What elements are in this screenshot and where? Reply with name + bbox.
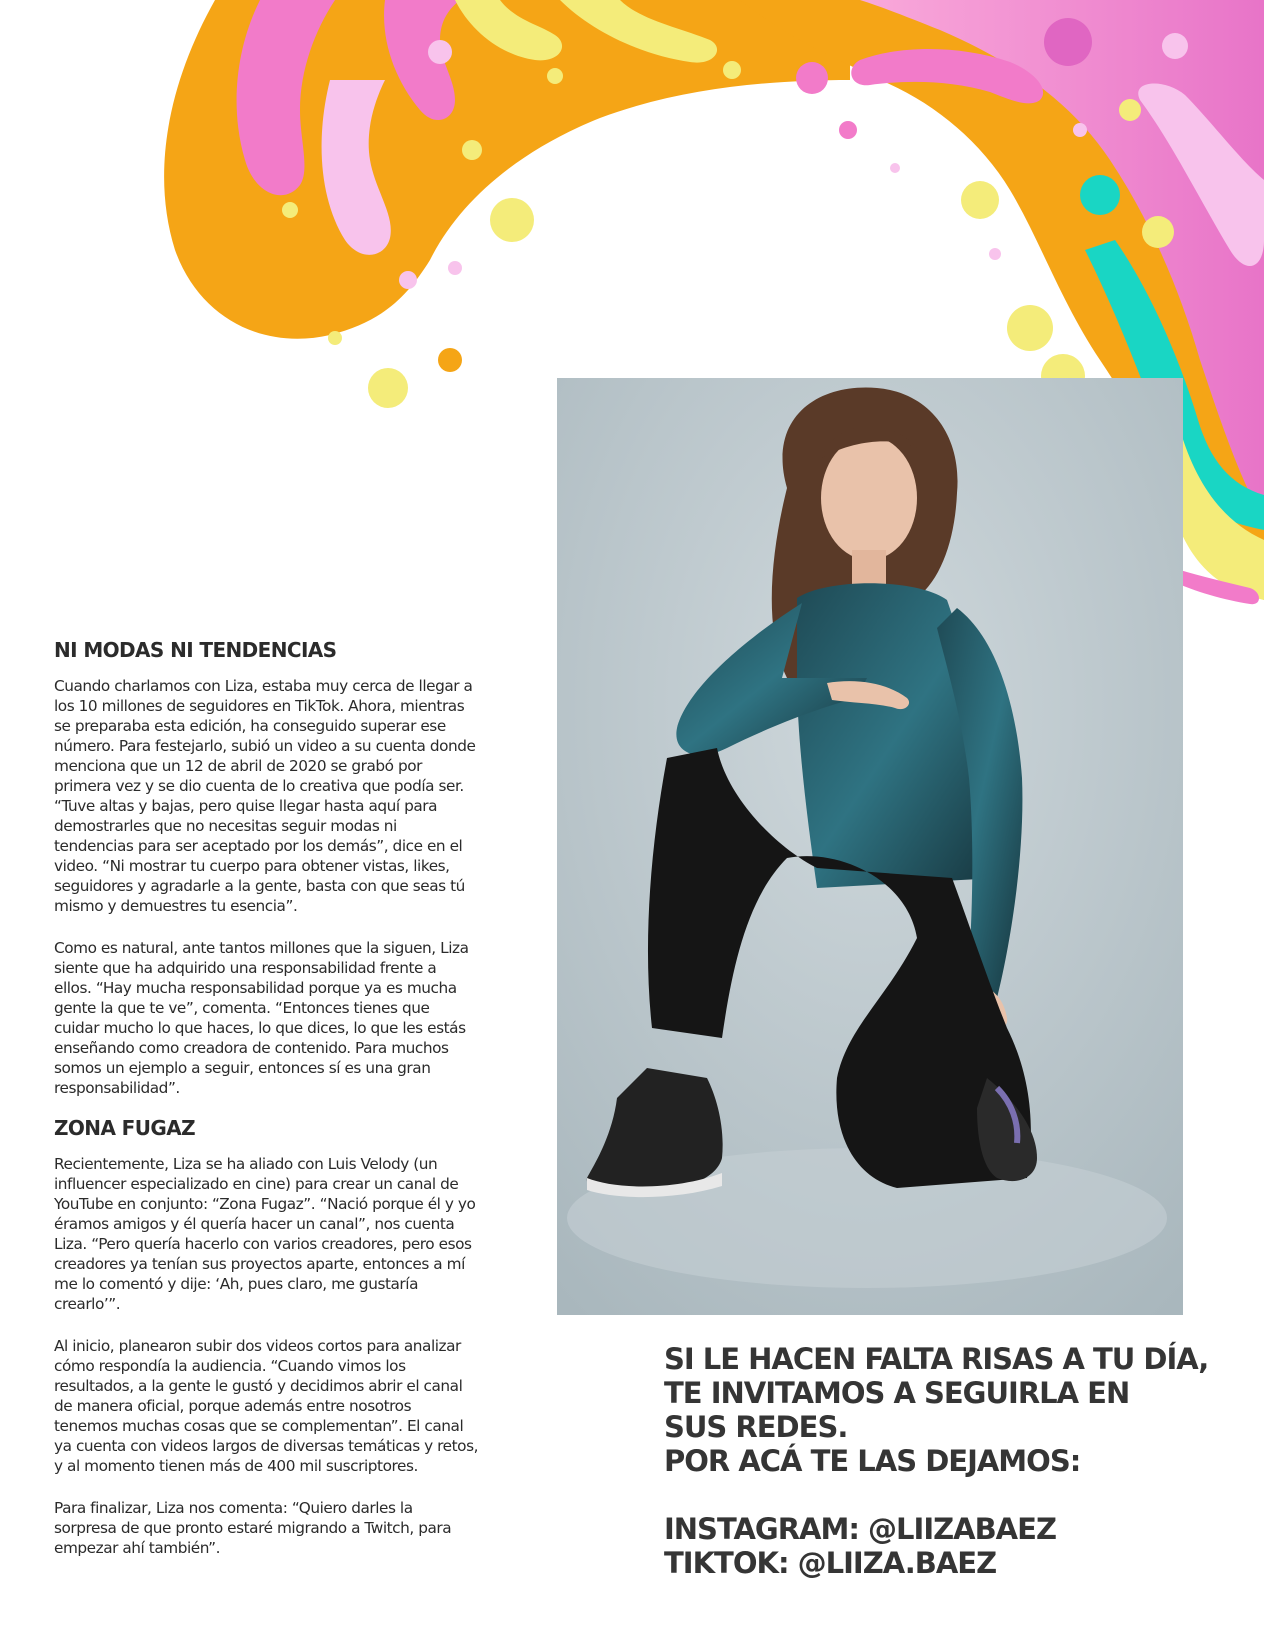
cta-line: TE INVITAMOS A SEGUIRLA EN (664, 1376, 1130, 1410)
article-column (54, 638, 478, 1580)
instagram-handle: INSTAGRAM: @LIIZABAEZ (664, 1512, 1056, 1546)
article-paragraph: Para finalizar, Liza nos comenta: “Quiero darles la sorpresa de que pronto estaré migrando a Twitch, para empezar ahí también”. (54, 1499, 452, 1557)
cta-line: SI LE HACEN FALTA RISAS A TU DÍA, (664, 1342, 1209, 1376)
cta-line: POR ACÁ TE LAS DEJAMOS: (664, 1444, 1081, 1478)
article-paragraph: Cuando charlamos con Liza, estaba muy cerca de llegar a los 10 millones de seguidores en TikTok. Ahora, mientras se preparaba esta edición, ha conseguido superar ese número. Para festejarlo, subió un video a su cuenta donde menciona que un 12 de abril de 2020 se grabó por primera vez y se dio cuenta de lo creativa que podía ser. “Tuve altas y bajas, pero quise llegar hasta aquí para demostrarles que no necesitas seguir modas ni tendencias para ser aceptado por los demás”, dice en el video. “Ni mostrar tu cuerpo para obtener vistas, likes, seguidores y agradarle a la gente, basta con que seas tú mismo y demuestres tu esencia”. (54, 677, 476, 915)
article-paragraph: Al inicio, planearon subir dos videos cortos para analizar cómo respondía la audiencia. “Cuando vimos los resultados, a la gente le gustó y decidimos abrir el canal de manera oficial, porque además entre nosotros tenemos muchas cosas que se complementan”. El canal ya cuenta con videos largos de diversas temáticas y retos, y al momento tienen más de 400 mil suscriptores. (54, 1337, 479, 1475)
section-heading-ni-modas: NI MODAS NI TENDENCIAS (54, 638, 337, 662)
social-cta (664, 1342, 1244, 1580)
portrait-photo (557, 378, 1183, 1315)
tiktok-handle: TIKTOK: @LIIZA.BAEZ (664, 1546, 997, 1580)
article-paragraph: Recientemente, Liza se ha aliado con Luis Velody (un influencer especializado en cine) para crear un canal de YouTube en conjunto: “Zona Fugaz”. “Nació porque él y yo éramos amigos y él quería hacer un canal”, nos cuenta Liza. “Pero quería hacerlo con varios creadores, pero esos creadores ya tenían sus proyectos aparte, entonces a mí me lo comentó y dije: ‘Ah, pues claro, me gustaría crearlo’”. (54, 1155, 476, 1313)
cta-line: SUS REDES. (664, 1410, 848, 1444)
section-heading-zona-fugaz: ZONA FUGAZ (54, 1116, 195, 1140)
article-paragraph: Como es natural, ante tantos millones que la siguen, Liza siente que ha adquirido una responsabilidad frente a ellos. “Hay mucha responsabilidad porque ya es mucha gente la que te ve”, comenta. “Entonces tienes que cuidar mucho lo que haces, lo que dices, lo que les estás enseñando como creadora de contenido. Para muchos somos un ejemplo a seguir, entonces sí es una gran responsabilidad”. (54, 939, 469, 1097)
